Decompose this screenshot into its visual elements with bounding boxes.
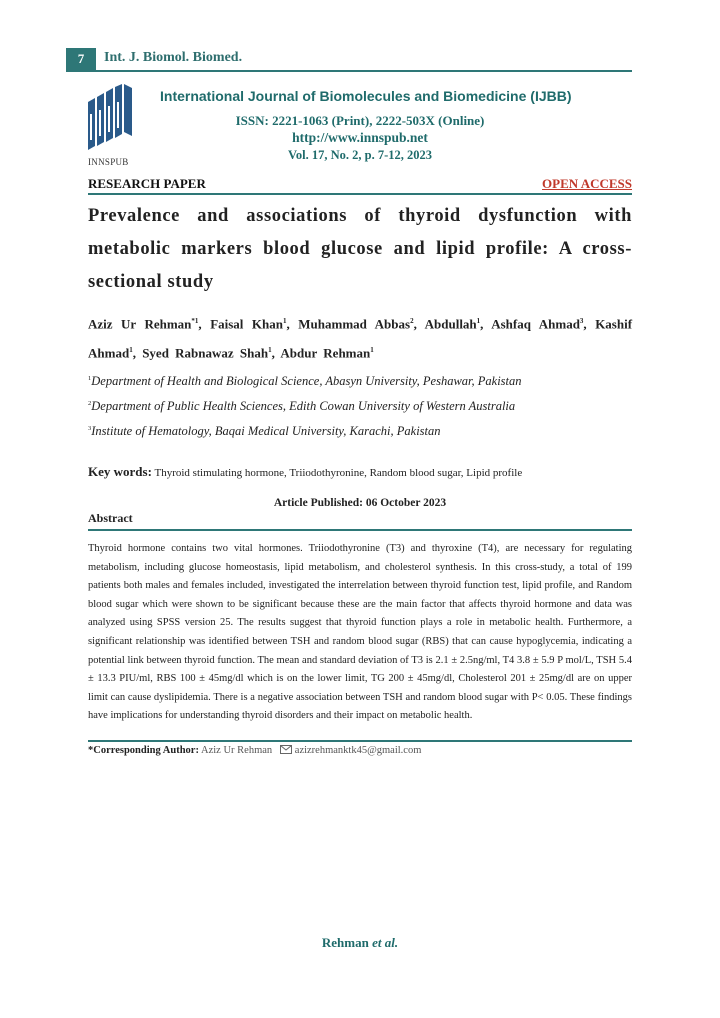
author-affiliation-mark: 2 — [410, 317, 414, 325]
affiliation-text: Department of Public Health Sciences, Edith Cowan University of Western Australia — [91, 399, 516, 413]
footer-author: Rehman — [321, 935, 369, 950]
corresponding-email-link[interactable]: azizrehmanktk45@gmail.com — [294, 745, 422, 756]
author-name: Abdullah — [424, 316, 477, 332]
corresponding-author-label: *Corresponding Author: — [88, 745, 199, 756]
author-name: Syed Rabnawaz Shah — [142, 345, 269, 361]
keywords-label: Key words: — [88, 464, 152, 479]
author-affiliation-mark: 1 — [129, 346, 133, 355]
article-type-label: RESEARCH PAPER — [88, 176, 206, 191]
mail-icon — [280, 745, 292, 754]
footer-et-al: et al. — [372, 935, 399, 950]
author-affiliation-mark: 1 — [476, 317, 481, 325]
author-name: Ashfaq Ahmad — [491, 316, 580, 332]
affiliation — [88, 424, 441, 439]
author-affiliation-mark: 3 — [579, 317, 584, 325]
author-affiliation-mark: 1 — [268, 346, 272, 355]
affiliation-mark: 2 — [88, 399, 92, 407]
type-divider — [88, 193, 632, 195]
journal-website-link[interactable]: http://www.innspub.net — [292, 130, 428, 145]
author-name: Faisal Khan — [210, 316, 283, 332]
author-affiliation-mark: *1 — [191, 317, 199, 325]
header-divider — [66, 70, 632, 72]
journal-short-title: Int. J. Biomol. Biomed. — [104, 50, 243, 65]
affiliation — [88, 399, 515, 414]
author-affiliation-mark: 1 — [370, 346, 374, 355]
open-access-link[interactable]: OPEN ACCESS — [542, 176, 632, 191]
affiliation — [88, 374, 522, 389]
affiliation-mark: 1 — [88, 374, 92, 382]
publication-date: Article Published: 06 October 2023 — [273, 497, 447, 509]
abstract-bottom-divider — [88, 740, 632, 742]
issn: ISSN: 2221-1063 (Print), 2222-503X (Online) — [235, 113, 485, 128]
author-name: Muhammad Abbas — [298, 316, 411, 332]
affiliation-mark: 3 — [88, 424, 92, 432]
abstract-heading: Abstract — [88, 511, 133, 525]
journal-full-title: International Journal of Biomolecules and Biomedicine (IJBB) — [160, 88, 572, 104]
author-list: Aziz Ur Rehman$^{*1}$, Faisal Khan$^1$, Muhammad Abbas$^2$, Abdullah$^1$, Ashfaq Ahmad$^3$, Kashif Ahmad$^1$, Syed Rabnawaz Shah$^1$, Abdur Rehman$^1$ — [88, 316, 633, 361]
corresponding-author — [88, 745, 421, 756]
author-name: Abdur Rehman — [280, 345, 371, 361]
page-footer — [0, 935, 720, 951]
abstract-top-divider — [88, 529, 632, 531]
author-name: Kashif Ahmad — [88, 316, 633, 361]
affiliation-text: Institute of Hematology, Baqai Medical University, Karachi, Pakistan — [91, 424, 441, 438]
page-number: 7 — [66, 48, 96, 70]
author-name: Aziz Ur Rehman — [88, 316, 192, 332]
keywords-text: Thyroid stimulating hormone, Triiodothyronine, Random blood sugar, Lipid profile — [154, 467, 523, 479]
affiliation-text: Department of Health and Biological Science, Abasyn University, Peshawar, Pakistan — [91, 374, 522, 388]
abstract-text: Thyroid hormone contains two vital hormones. Triiodothyronine (T3) and thyroxine (T4), are necessary for regulating metabolism, including glucose homeostasis, lipid metabolism, and cholesterol synthesis. In this cross-study, a total of 199 patients both males and females included, investigated the interrelation between thyroid function test, lipid profile, and Random blood sugar which were shown to be significant because these are the main factor that affects thyroid hormone and data was analyzed using SPSS version 25. The results suggest that thyroid function plays a role in metabolic health. Furthermore, a significant relationship was identified between TSH and random blood sugar (RBS) that can cause hypoglycemia, indicating a potential link between thyroid function. The mean and standard deviation of T3 is 2.1 ± 2.5ng/ml, T4 3.8 ± 5.9 P mol/L, TSH 5.4 ± 13.3 PIU/ml, RBS 100 ± 45mg/dl which is on the lower limit, TG 200 ± 45mg/dl, Cholesterol 201 ± 25mg/dl are on upper limit can cause dyslipidemia. There is a negative association between TSH and random blood sugar with P< 0.05. These findings have implications for understanding thyroid disorders and their impact on metabolic health. — [88, 543, 632, 722]
volume-info: Vol. 17, No. 2, p. 7-12, 2023 — [288, 148, 432, 162]
keywords — [88, 464, 522, 480]
paper-title: Prevalence and associations of thyroid dysfunction with metabolic markers blood glucose and lipid profile: A cross-sectional study — [88, 206, 632, 292]
author-affiliation-mark: 1 — [283, 317, 287, 325]
corresponding-author-name: Aziz Ur Rehman — [201, 745, 273, 756]
publisher-logo-text: INNSPUB — [88, 157, 129, 167]
